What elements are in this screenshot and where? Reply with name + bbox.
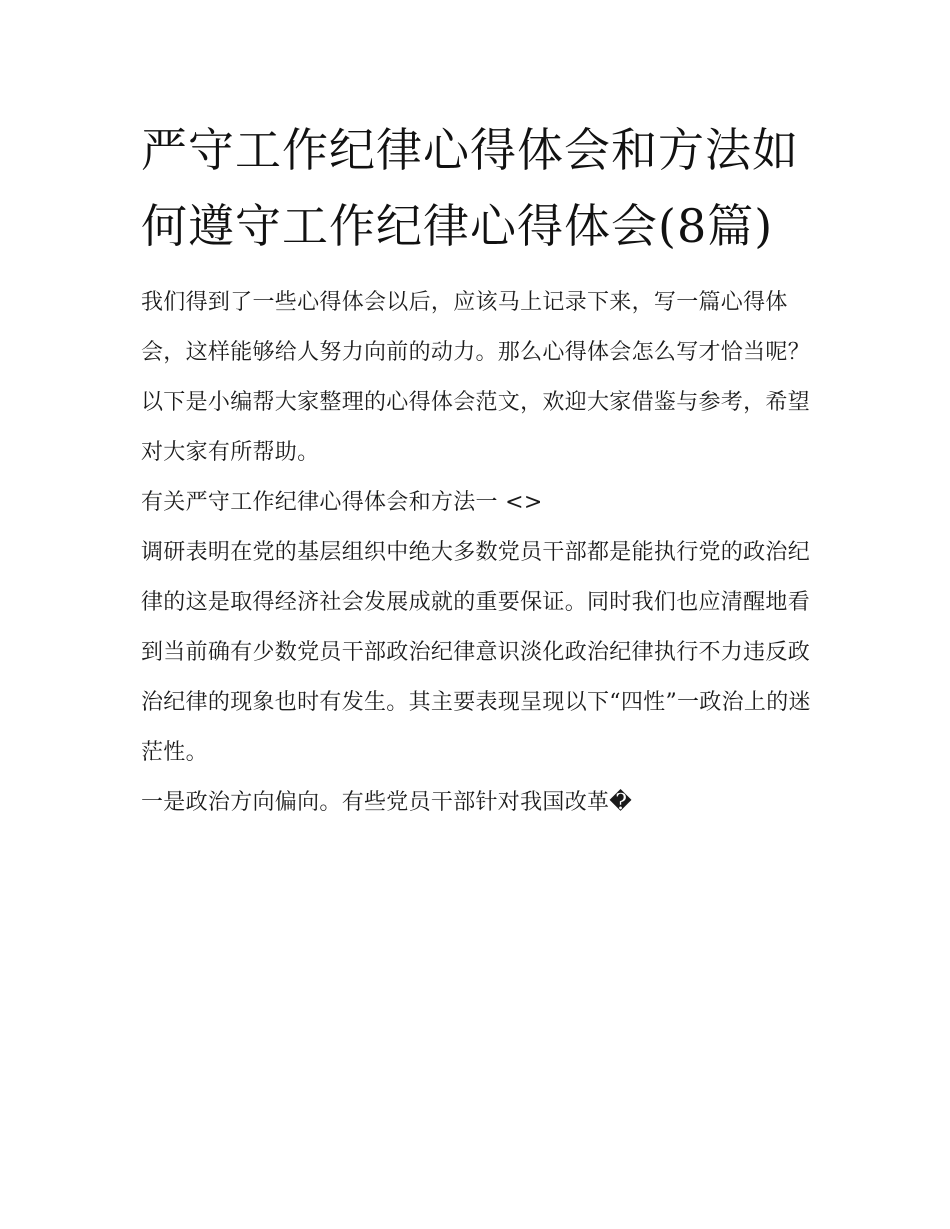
document-title: 严守工作纪律心得体会和方法如何遵守工作纪律心得体会(8篇) [141, 123, 799, 253]
body-paragraph-truncated: 一是政治方向偏向。有些党员干部针对我国改革� [141, 790, 633, 815]
document-body [141, 278, 813, 828]
section-heading: 有关严守工作纪律心得体会和方法一 <> [141, 490, 543, 515]
intro-paragraph: 我们得到了一些心得体会以后，应该马上记录下来，写一篇心得体会，这样能够给人努力向前的动力。那么心得体会怎么写才恰当呢？以下是小编帮大家整理的心得体会范文，欢迎大家借鉴与参考，希望对大家有所帮助。 [141, 290, 811, 465]
document-content [141, 112, 813, 828]
body-paragraph: 调研表明在党的基层组织中绝大多数党员干部都是能执行党的政治纪律的这是取得经济社会发展成就的重要保证。同时我们也应清醒地看到当前确有少数党员干部政治纪律意识淡化政治纪律执行不力违反政治纪律的现象也时有发生。其主要表现呈现以下“四性”一政治上的迷茫性。 [141, 540, 811, 765]
